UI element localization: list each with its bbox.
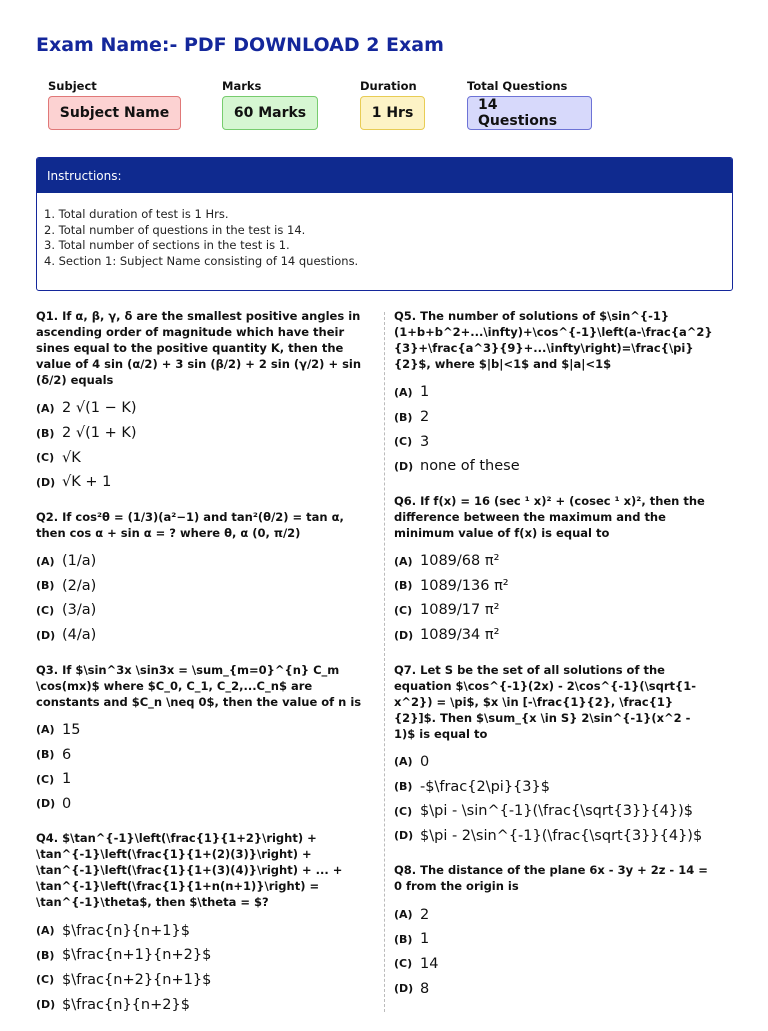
option-text: -$\frac{2\pi}{3}$: [420, 778, 550, 795]
option-text: √K: [62, 449, 81, 466]
option-row: [36, 943, 371, 968]
option-row: [394, 380, 714, 405]
option-row: [394, 573, 714, 598]
instruction-line: 3. Total number of sections in the test is 1.: [44, 238, 290, 253]
question-text: Q2. If cos²θ = (1/3)(a²−1) and tan²(θ/2) = tan α, then cos α + sin α = ? where θ, α (0, π/2): [36, 509, 344, 540]
option-key: (A): [36, 924, 55, 938]
option-row: [394, 598, 714, 623]
option-row: [394, 549, 714, 574]
option-row: [36, 549, 371, 574]
option-key: (D): [394, 459, 414, 473]
subject-badge: Subject Name: [48, 96, 181, 130]
option-text: 0: [62, 795, 72, 812]
meta-label: Marks: [222, 79, 262, 93]
instruction-line: 2. Total number of questions in the test is 14.: [44, 222, 306, 237]
option-text: (4/a): [62, 627, 97, 644]
option-text: $\frac{n+2}{n+1}$: [62, 971, 212, 988]
option-row: [394, 976, 714, 1001]
option-row: [36, 598, 371, 623]
option-row: [36, 992, 371, 1017]
option-text: 3: [420, 433, 430, 450]
option-row: [394, 824, 714, 849]
option-row: [36, 470, 371, 495]
option-row: [394, 405, 714, 430]
option-key: (B): [394, 932, 413, 946]
option-key: (B): [36, 948, 55, 962]
question-block: [36, 509, 371, 648]
marks-badge: 60 Marks: [222, 96, 318, 130]
option-row: [36, 623, 371, 648]
option-text: 1089/136 π²: [420, 577, 509, 594]
question-text: Q7. Let S be the set of all solutions of the equation $\cos^{-1}(2x) - 2\cos^{-1}(\sqrt{1-x^2}) = \pi$, $x \in [-\frac{1}{2}, \frac{1}{2}]$. Then $\sum_{x \in S} 2\sin^{-1}(x^2 - 1)$ is equal to: [394, 662, 696, 741]
option-key: (C): [36, 603, 55, 617]
option-key: (A): [394, 554, 413, 568]
option-text: $\frac{n}{n+1}$: [62, 922, 190, 939]
instructions-panel: [36, 157, 733, 291]
option-text: 8: [420, 980, 430, 997]
instruction-line: 1. Total duration of test is 1 Hrs.: [44, 207, 229, 221]
duration-badge: 1 Hrs: [360, 96, 425, 130]
option-key: (C): [36, 973, 55, 987]
questions-column-right: [394, 308, 714, 1015]
option-key: (B): [394, 410, 413, 424]
option-row: [36, 792, 371, 817]
option-key: (A): [394, 908, 413, 922]
meta-label: Total Questions: [467, 79, 568, 93]
question-text: Q4. $\tan^{-1}\left(\frac{1}{1+2}\right) + \tan^{-1}\left(\frac{1}{1+(2)(3)}\right) + \tan^{-1}\left(\frac{1}{1+(3)(4)}\right) + ... + \tan^{-1}\left(\frac{1}{1+n(n+1)}\right) = \tan^{-1}\theta$, then $\theta = $?: [36, 831, 343, 910]
option-text: 2: [420, 906, 430, 923]
option-text: 1089/17 π²: [420, 602, 500, 619]
option-key: (D): [394, 982, 414, 996]
option-key: (A): [394, 755, 413, 769]
question-block: [36, 830, 371, 1017]
option-text: 2 √(1 + K): [62, 425, 137, 442]
option-text: (3/a): [62, 602, 97, 619]
option-row: [36, 718, 371, 743]
option-row: [394, 750, 714, 775]
instruction-line: 4. Section 1: Subject Name consisting of 14 questions.: [44, 254, 359, 269]
option-text: $\frac{n}{n+2}$: [62, 996, 190, 1013]
instructions-heading: Instructions:: [37, 158, 732, 193]
question-text: Q5. The number of solutions of $\sin^{-1}(1+b+b^2+...\infty)+\cos^{-1}\left(a-\frac{a^2}{3}+\frac{a^3}{9}+...\infty\right)=\frac{\pi}{2}$, where $|b|<1$ and $|a|<1$: [394, 309, 713, 371]
meta-marks: [222, 79, 318, 130]
meta-label: Subject: [48, 79, 97, 93]
option-key: (B): [36, 579, 55, 593]
meta-duration: [360, 79, 425, 130]
option-key: (A): [36, 723, 55, 737]
meta-subject: [48, 79, 181, 130]
meta-label: Duration: [360, 79, 417, 93]
question-block: [394, 493, 714, 648]
option-key: (A): [36, 554, 55, 568]
option-key: (D): [36, 998, 56, 1012]
option-row: [394, 902, 714, 927]
option-text: 2: [420, 409, 430, 426]
option-row: [36, 918, 371, 943]
option-text: 1: [62, 771, 72, 788]
questions-column-left: [36, 308, 371, 1031]
question-block: [36, 662, 371, 817]
option-key: (C): [394, 603, 413, 617]
question-block: [394, 862, 714, 1001]
option-text: 1089/34 π²: [420, 627, 500, 644]
option-row: [394, 927, 714, 952]
option-key: (C): [394, 804, 413, 818]
option-row: [36, 742, 371, 767]
option-row: [36, 573, 371, 598]
option-row: [36, 421, 371, 446]
option-text: $\pi - 2\sin^{-1}(\frac{\sqrt{3}}{4})$: [420, 827, 703, 844]
option-key: (C): [394, 435, 413, 449]
option-key: (C): [36, 451, 55, 465]
option-text: 2 √(1 − K): [62, 400, 137, 417]
option-row: [394, 799, 714, 824]
question-block: [36, 308, 371, 495]
option-text: $\pi - \sin^{-1}(\frac{\sqrt{3}}{4})$: [420, 803, 693, 820]
option-key: (D): [36, 797, 56, 811]
option-row: [394, 952, 714, 977]
option-text: 1: [420, 931, 430, 948]
meta-total-questions: [467, 79, 592, 130]
option-text: 15: [62, 721, 81, 738]
option-key: (D): [394, 829, 414, 843]
option-key: (D): [394, 628, 414, 642]
option-key: (D): [36, 628, 56, 642]
option-row: [36, 767, 371, 792]
option-row: [394, 429, 714, 454]
option-row: [394, 454, 714, 479]
option-key: (A): [394, 385, 413, 399]
total-questions-badge: 14 Questions: [467, 96, 592, 130]
option-text: 0: [420, 753, 430, 770]
option-text: 1089/68 π²: [420, 553, 500, 570]
exam-title: Exam Name:- PDF DOWNLOAD 2 Exam: [36, 34, 444, 56]
option-key: (B): [394, 780, 413, 794]
column-divider: [384, 312, 385, 1012]
option-text: 6: [62, 746, 72, 763]
option-row: [36, 968, 371, 993]
question-block: [394, 662, 714, 849]
option-key: (B): [36, 748, 55, 762]
question-text: Q3. If $\sin^3x \sin3x = \sum_{m=0}^{n} C_m \cos(mx)$ where $C_0, C_1, C_2,...C_n$ are constants and $C_n \neq 0$, then the value of n is: [36, 662, 362, 709]
option-key: (C): [36, 772, 55, 786]
option-key: (C): [394, 957, 413, 971]
question-text: Q8. The distance of the plane 6x - 3y + 2z - 14 = 0 from the origin is: [394, 863, 708, 894]
option-text: none of these: [420, 458, 520, 475]
option-text: √K + 1: [62, 474, 112, 491]
option-key: (D): [36, 475, 56, 489]
option-text: (2/a): [62, 577, 97, 594]
question-text: Q6. If f(x) = 16 (sec ¹ x)² + (cosec ¹ x)², then the difference between the maximum and the minimum value of f(x) is equal to: [394, 493, 705, 540]
option-text: 1: [420, 384, 430, 401]
instructions-body: [37, 193, 732, 270]
option-row: [36, 396, 371, 421]
question-text: Q1. If α, β, γ, δ are the smallest positive angles in ascending order of magnitude which have their sines equal to the positive quantity K, then the value of 4 sin (α/2) + 3 sin (β/2) + 2 sin (γ/2) + sin (δ/2) equals: [36, 309, 362, 387]
option-text: (1/a): [62, 553, 97, 570]
option-row: [36, 445, 371, 470]
option-text: 14: [420, 955, 439, 972]
option-row: [394, 623, 714, 648]
option-key: (B): [394, 579, 413, 593]
option-text: $\frac{n+1}{n+2}$: [62, 947, 212, 964]
option-key: (B): [36, 426, 55, 440]
option-row: [394, 774, 714, 799]
option-key: (A): [36, 401, 55, 415]
question-block: [394, 308, 714, 479]
